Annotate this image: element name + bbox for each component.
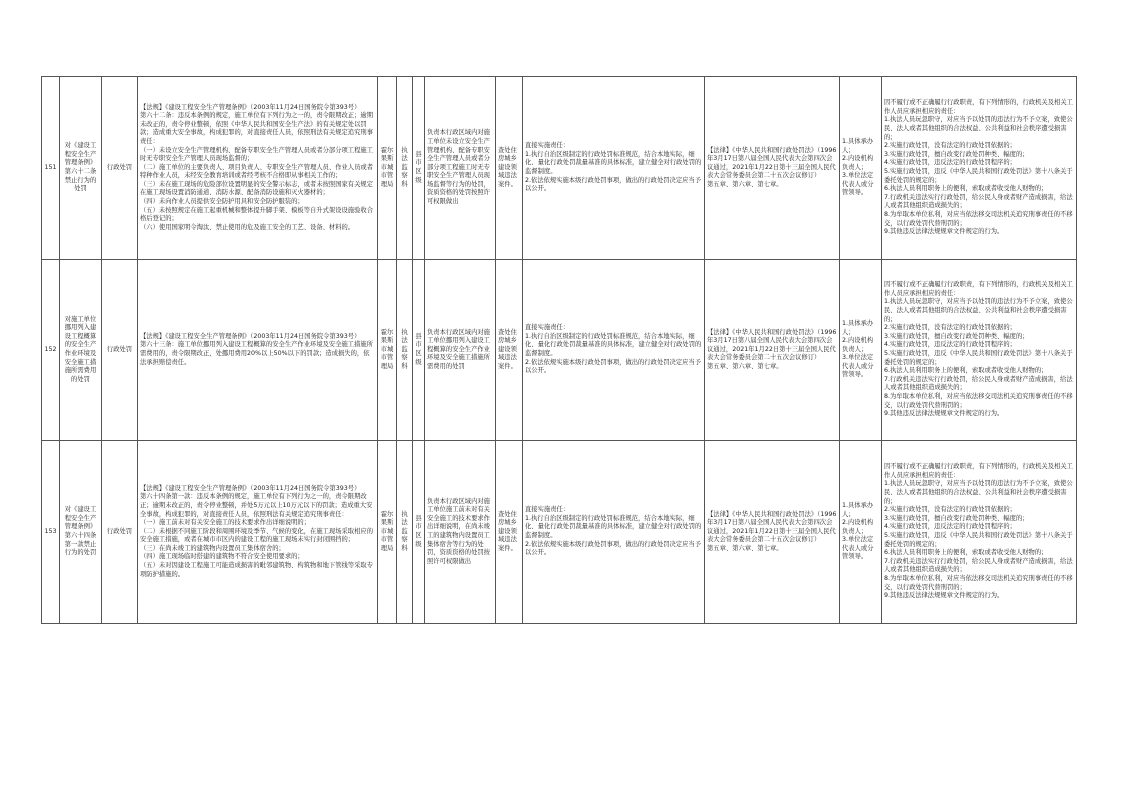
department-cell: 霍尔果斯市城市管理局 xyxy=(378,260,397,441)
implementation-duty-cell: 直接实施责任： 1.执行自治区级制定的行政处罚标准规范，结合本地实际，细化、量化行政处罚裁量基准的具体标准，建立健全对行政处罚的监督制度。 2.依法依规实施本级行政处罚事项，做出的行政处罚决定应当予以公开。 xyxy=(523,441,705,624)
admin-level-cell: 县市区级 xyxy=(413,260,425,441)
accountability-law-cell: 【法律】《中华人民共和国行政处罚法》（1996年3月17日第八届全国人民代表大会第四次会议通过，2021年1月22日第十三届全国人民代表大会常务委员会第二十五次会议修订） 第五章、第六章、第七章。 xyxy=(705,260,840,441)
enforcement-subject-cell: 查处住房城乡建设领域违法案件。 xyxy=(496,260,523,441)
executing-unit-cell: 执法监察科 xyxy=(397,441,413,624)
category-cell: 行政处罚 xyxy=(102,441,138,624)
item-name-cell: 对《建设工程安全生产管理条例》第六十二条禁止行为的处罚 xyxy=(60,77,102,260)
responsible-persons-cell: 1.具体承办人； 2.内设机构负责人； 3.单位法定代表人或分管领导。 xyxy=(840,260,882,441)
fault-circumstances-cell: 因不履行或不正确履行行政职责，有下列情形的，行政机关及相关工作人员应承担相应的责任： 1.执法人员玩忽职守，对应当予以处罚的违法行为不予立案，致使公民、法人或者其他组织的合法权益、公共利益和社会秩序遭受损害的； 2.实施行政处罚，没有法定的行政处罚依据的； 3.实施行政处罚，擅自改变行政处罚种类、幅度的； 4.实施行政处罚，违反法定的行政处罚程序的； 5.实施行政处罚，违反《中华人民共和国行政处罚法》第十八条关于委托处罚的规定的； 6.执法人员利用职务上的便利，索取或者收受他人财物的； 7.行政机关违法实行行政处罚，给公民人身或者财产造成损害，给法人或者其他组织造成损失的； 8.为牟取本单位私利，对应当依法移交司法机关追究刑事责任的不移交，以行政处罚代替刑罚的； 9.其他违反法律法规规章文件规定的行为。 xyxy=(882,77,1077,260)
enforcement-subject-cell: 查处住房城乡建设领域违法案件。 xyxy=(496,77,523,260)
responsibility-table xyxy=(41,76,1077,624)
responsibility-scope-cell: 负责本行政区域内对施工单位挪用列入建设工程概算的安全生产作业环境及安全施工措施所需费用的处罚 xyxy=(425,260,496,441)
accountability-law-cell: 【法律】《中华人民共和国行政处罚法》（1996年3月17日第八届全国人民代表大会第四次会议通过，2021年1月22日第十三届全国人民代表大会常务委员会第二十五次会议修订） 第五章、第六章、第七章。 xyxy=(705,77,840,260)
responsibility-scope-cell: 负责本行政区域内对施工单位施工前未对有关安全施工的技术要求作出详细说明，在尚未竣工的建筑物内设置员工集体宿舍等行为的处罚，资质资格的处罚按照许可权限做出 xyxy=(425,441,496,624)
implementation-duty-cell: 直接实施责任： 1.执行自治区级制定的行政处罚标准规范，结合本地实际，细化、量化行政处罚裁量基准的具体标准，建立健全对行政处罚的监督制度。 2.依法依规实施本级行政处罚事项，做出的行政处罚决定应当予以公开。 xyxy=(523,77,705,260)
category-cell: 行政处罚 xyxy=(102,260,138,441)
responsible-persons-cell: 1.具体承办人； 2.内设机构负责人； 3.单位法定代表人或分管领导。 xyxy=(840,77,882,260)
row-number-cell: 151 xyxy=(42,77,60,260)
item-name-cell: 对施工单位挪用列入建设工程概算的安全生产作业环境及安全施工措施所需费用的处罚 xyxy=(60,260,102,441)
admin-level-cell: 县市区级 xyxy=(413,77,425,260)
table-row xyxy=(42,441,1077,624)
table-body xyxy=(42,77,1077,624)
implementation-duty-cell: 直接实施责任： 1.执行自治区级制定的行政处罚标准规范，结合本地实际，细化、量化行政处罚裁量基准的具体标准，建立健全对行政处罚的监督制度。 2.依法依规实施本级行政处罚事项，做出的行政处罚决定应当予以公开。 xyxy=(523,260,705,441)
fault-circumstances-cell: 因不履行或不正确履行行政职责，有下列情形的，行政机关及相关工作人员应承担相应的责任： 1.执法人员玩忽职守，对应当予以处罚的违法行为不予立案，致使公民、法人或者其他组织的合法权益、公共利益和社会秩序遭受损害的； 2.实施行政处罚，没有法定的行政处罚依据的； 3.实施行政处罚，擅自改变行政处罚种类、幅度的； 4.实施行政处罚，违反法定的行政处罚程序的； 5.实施行政处罚，违反《中华人民共和国行政处罚法》第十八条关于委托处罚的规定的； 6.执法人员利用职务上的便利，索取或者收受他人财物的； 7.行政机关违法实行行政处罚，给公民人身或者财产造成损害，给法人或者其他组织造成损失的； 8.为牟取本单位私利，对应当依法移交司法机关追究刑事责任的不移交，以行政处罚代替刑罚的； 9.其他违反法律法规规章文件规定的行为。 xyxy=(882,441,1077,624)
row-number-cell: 152 xyxy=(42,260,60,441)
fault-circumstances-cell: 因不履行或不正确履行行政职责，有下列情形的，行政机关及相关工作人员应承担相应的责任： 1.执法人员玩忽职守，对应当予以处罚的违法行为不予立案，致使公民、法人或者其他组织的合法权益、公共利益和社会秩序遭受损害的； 2.实施行政处罚，没有法定的行政处罚依据的； 3.实施行政处罚，擅自改变行政处罚种类、幅度的； 4.实施行政处罚，违反法定的行政处罚程序的； 5.实施行政处罚，违反《中华人民共和国行政处罚法》第十八条关于委托处罚的规定的； 6.执法人员利用职务上的便利，索取或者收受他人财物的； 7.行政机关违法实行行政处罚，给公民人身或者财产造成损害，给法人或者其他组织造成损失的； 8.为牟取本单位私利，对应当依法移交司法机关追究刑事责任的不移交，以行政处罚代替刑罚的； 9.其他违反法律法规规章文件规定的行为。 xyxy=(882,260,1077,441)
table-row xyxy=(42,260,1077,441)
executing-unit-cell: 执法监察科 xyxy=(397,77,413,260)
responsible-persons-cell: 1.具体承办人； 2.内设机构负责人； 3.单位法定代表人或分管领导。 xyxy=(840,441,882,624)
legal-basis-cell: 【法规】《建设工程安全生产管理条例》（2003年11月24日国务院令第393号） 第六十二条：违反本条例的规定，施工单位有下列行为之一的，责令限期改正；逾期未改正的，责令停业整顿，依照《中华人民共和国安全生产法》的有关规定处以罚款；造成重大安全事故，构成犯罪的，对直接责任人员，依照刑法有关规定追究刑事责任： （一）未设立安全生产管理机构、配备专职安全生产管理人员或者分部分项工程施工时无专职安全生产管理人员现场监督的； （二）施工单位的主要负责人、项目负责人、专职安全生产管理人员、作业人员或者特种作业人员，未经安全教育培训或者经考核不合格即从事相关工作的； （三）未在施工现场的危险部位设置明显的安全警示标志，或者未按照国家有关规定在施工现场设置消防通道、消防水源、配备消防设施和灭火器材的； （四）未向作业人员提供安全防护用具和安全防护服装的； （五）未按照规定在施工起重机械和整体提升脚手架、模板等自升式架设设施验收合格后登记的； （六）使用国家明令淘汰、禁止使用的危及施工安全的工艺、设备、材料的。 xyxy=(138,77,378,260)
item-name-cell: 对《建设工程安全生产管理条例》第六十四条第一款禁止行为的处罚 xyxy=(60,441,102,624)
responsibility-scope-cell: 负责本行政区域内对施工单位未设立安全生产管理机构、配备专职安全生产管理人员或者分部分项工程施工时无专职安全生产管理人员现场监督等行为的处罚，资质资格的处罚按照许可权限做出 xyxy=(425,77,496,260)
category-cell: 行政处罚 xyxy=(102,77,138,260)
admin-level-cell: 县市区级 xyxy=(413,441,425,624)
department-cell: 霍尔果斯市城市管理局 xyxy=(378,441,397,624)
accountability-law-cell: 【法律】《中华人民共和国行政处罚法》（1996年3月17日第八届全国人民代表大会第四次会议通过，2021年1月22日第十三届全国人民代表大会常务委员会第二十五次会议修订） 第五章、第六章、第七章。 xyxy=(705,441,840,624)
legal-basis-cell: 【法规】《建设工程安全生产管理条例》（2003年11月24日国务院令第393号） 第六十三条：施工单位挪用列入建设工程概算的安全生产作业环境及安全施工措施所需费用的，责令限期改正，处挪用费用20%以上50%以下的罚款；造成损失的，依法承担赔偿责任。 xyxy=(138,260,378,441)
table-row xyxy=(42,77,1077,260)
legal-basis-cell: 【法规】《建设工程安全生产管理条例》（2003年11月24日国务院令第393号） 第六十四条第一款：违反本条例的规定，施工单位有下列行为之一的，责令限期改正；逾期未改正的，责令停业整顿，并处5万元以上10万元以下的罚款；造成重大安全事故，构成犯罪的，对直接责任人员，依照刑法有关规定追究刑事责任： （一）施工前未对有关安全施工的技术要求作出详细说明的； （二）未根据不同施工阶段和周围环境及季节、气候的变化，在施工现场采取相应的安全施工措施，或者在城市市区内的建设工程的施工现场未实行封闭围挡的； （三）在尚未竣工的建筑物内设置员工集体宿舍的； （四）施工现场临时搭建的建筑物不符合安全使用要求的； （五）未对因建设工程施工可能造成损害的毗邻建筑物、构筑物和地下管线等采取专项防护措施的。 xyxy=(138,441,378,624)
department-cell: 霍尔果斯市城市管理局 xyxy=(378,77,397,260)
executing-unit-cell: 执法监察科 xyxy=(397,260,413,441)
row-number-cell: 153 xyxy=(42,441,60,624)
enforcement-subject-cell: 查处住房城乡建设领域违法案件。 xyxy=(496,441,523,624)
